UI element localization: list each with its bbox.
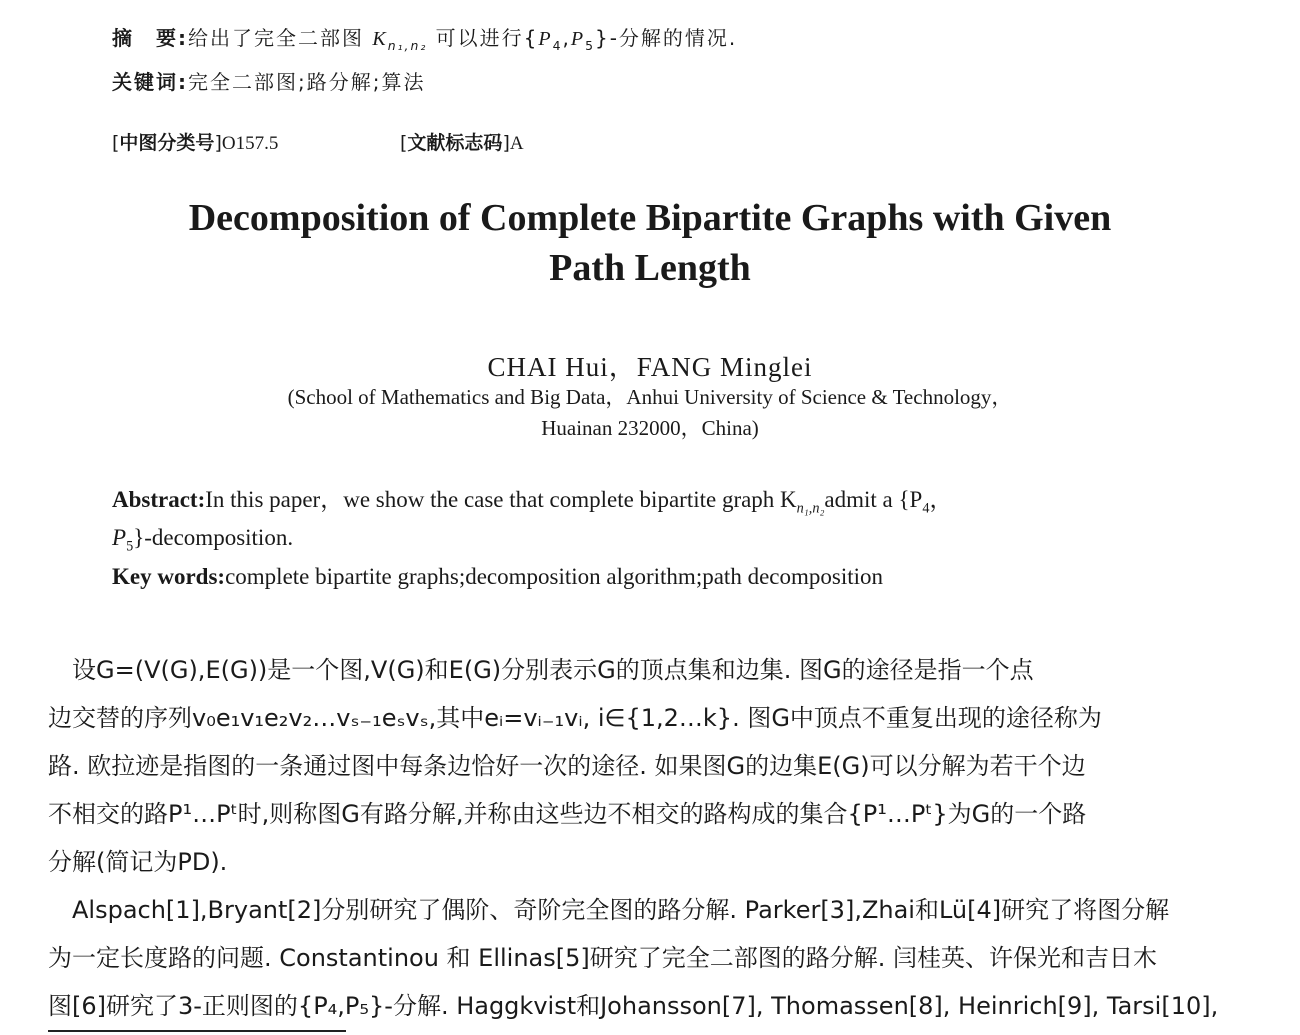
paragraph-line: 图[6]研究了3-正则图的{P₄,P₅}-分解. Haggkvist和Johansson[7], Thomassen[8], Heinrich[9], Tarsi[10], bbox=[48, 992, 1219, 1020]
zh-abstract: 摘 要:给出了完全二部图 $K_{n_1,n_2}$ 可以进行$\{P_4,P_5\}-$分解的情况. bbox=[112, 26, 738, 53]
abstract-en-line1: Abstract:In this paper，we show the case that complete bipartite graph $K_{n_1,n_2}admit$ a {$P_4$， bbox=[112, 487, 953, 517]
keywords-label: Key words: bbox=[112, 564, 226, 589]
paragraph-line: 分解(简记为PD). bbox=[48, 848, 228, 876]
footnote-rule bbox=[48, 1030, 346, 1032]
abstract-en-line2: $P_5$}-decomposition. bbox=[112, 525, 294, 555]
body-paragraph-2 bbox=[48, 886, 1248, 1030]
body-paragraph-1 bbox=[48, 646, 1248, 886]
zh-abstract-label: 摘 要: bbox=[112, 26, 188, 50]
zh-keywords-label: 关键词: bbox=[112, 70, 188, 94]
abstract-label: Abstract: bbox=[112, 487, 206, 512]
paragraph-line: 路. 欧拉迹是指图的一条通过图中每条边恰好一次的途径. 如果图G的边集E(G)可以分解为若干个边 bbox=[48, 752, 1086, 780]
paragraph-line: 边交替的序列v₀e₁v₁e₂v₂…vₛ₋₁eₛvₛ,其中eᵢ=vᵢ₋₁vᵢ, i∈{1,2…k}. 图G中顶点不重复出现的途径称为 bbox=[48, 704, 1102, 732]
paragraph-line: 为一定长度路的问题. Constantinou 和 Ellinas[5]研究了完全二部图的路分解. 闫桂英、许保光和吉日木 bbox=[48, 944, 1158, 972]
affiliation: (School of Mathematics and Big Data，Anhui University of Science & Technology， Huainan 232000，China) bbox=[287, 385, 1013, 440]
zh-keywords-text: 完全二部图;路分解;算法 bbox=[188, 70, 426, 94]
authors: CHAI Hui，FANG Minglei bbox=[487, 352, 813, 382]
paragraph-line: 设G=(V(G),E(G))是一个图,V(G)和E(G)分别表示G的顶点集和边集. 图G的途径是指一个点 bbox=[48, 656, 1034, 684]
zh-keywords bbox=[112, 66, 425, 95]
keywords-en: Key words:complete bipartite graphs;decomposition algorithm;path decomposition bbox=[112, 564, 883, 589]
clc-number: [中图分类号]O157.5 bbox=[112, 132, 279, 154]
paper-title-en: Decomposition of Complete Bipartite Graphs with Given Path Length bbox=[188, 197, 1112, 289]
paragraph-line: Alspach[1],Bryant[2]分别研究了偶阶、奇阶完全图的路分解. Parker[3],Zhai和Lü[4]研究了将图分解 bbox=[48, 896, 1170, 924]
document-code: [文献标志码]A bbox=[400, 132, 524, 154]
paragraph-line: 不相交的路P¹…Pᵗ时,则称图G有路分解,并称由这些边不相交的路构成的集合{P¹…Pᵗ}为G的一个路 bbox=[48, 800, 1087, 828]
